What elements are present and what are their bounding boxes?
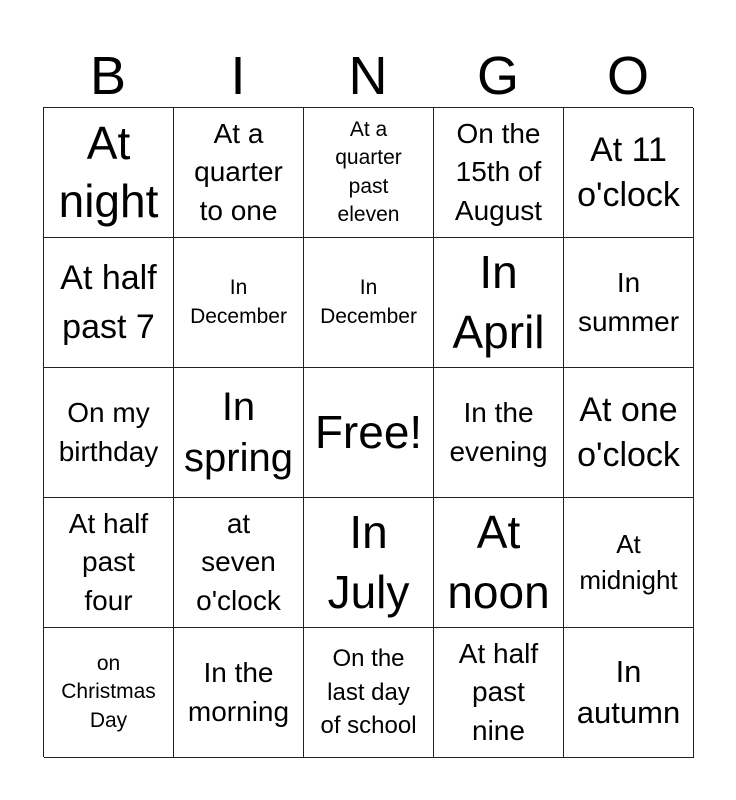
bingo-cell-label: at seven o'clock	[196, 508, 281, 616]
bingo-cell[interactable]	[434, 498, 564, 628]
bingo-cell-label: Free!	[314, 405, 423, 458]
bingo-cell-label: At midnight	[579, 528, 678, 595]
bingo-cell[interactable]	[174, 628, 304, 758]
bingo-cell[interactable]	[434, 108, 564, 238]
bingo-header	[43, 45, 693, 107]
bingo-cell-label: In spring	[184, 385, 293, 480]
bingo-cell[interactable]	[44, 368, 174, 498]
bingo-cell[interactable]	[434, 368, 564, 498]
bingo-cell[interactable]	[174, 498, 304, 628]
header-letter-b: B	[89, 46, 127, 106]
bingo-cell[interactable]	[44, 498, 174, 628]
bingo-cell-label: In the evening	[449, 396, 548, 467]
bingo-cell-label: on Christmas Day	[61, 651, 156, 732]
bingo-cell[interactable]	[564, 498, 694, 628]
bingo-cell-label: On my birthday	[58, 397, 159, 467]
bingo-cell[interactable]	[434, 628, 564, 758]
bingo-cell[interactable]	[174, 108, 304, 238]
bingo-cell-label: In December	[320, 276, 417, 328]
bingo-cell[interactable]	[564, 628, 694, 758]
bingo-cell-label: At night	[58, 117, 159, 227]
bingo-cell-label: At one o'clock	[577, 390, 680, 474]
bingo-cell[interactable]	[564, 368, 694, 498]
header-letter-o: O	[606, 46, 649, 106]
bingo-cell-label: At a quarter past eleven	[335, 117, 402, 226]
bingo-cell[interactable]	[44, 628, 174, 758]
bingo-cell-label: In summer	[577, 267, 680, 337]
bingo-cell[interactable]	[304, 238, 434, 368]
bingo-cell[interactable]	[44, 108, 174, 238]
bingo-cell-label: On the last day of school	[320, 645, 417, 740]
bingo-cell-label: At 11 o'clock	[577, 130, 680, 214]
header-letter-n: N	[348, 46, 388, 106]
bingo-cell[interactable]	[44, 238, 174, 368]
bingo-cell-label: At half past nine	[458, 638, 539, 746]
bingo-cell-label: At a quarter to one	[194, 118, 283, 226]
bingo-cell-label: In December	[190, 276, 287, 328]
bingo-cell-label: At noon	[447, 505, 550, 618]
bingo-cell[interactable]	[174, 368, 304, 498]
bingo-cell[interactable]	[174, 238, 304, 368]
header-letter-g: G	[476, 46, 519, 106]
bingo-cell[interactable]	[564, 108, 694, 238]
bingo-card-grid	[43, 107, 693, 757]
free-space-cell[interactable]	[304, 368, 434, 498]
bingo-cell-label: At half past 7	[60, 259, 157, 346]
header-letter-i: I	[230, 46, 246, 106]
bingo-cell-label: In July	[327, 505, 410, 618]
bingo-cell-label: In the morning	[187, 657, 290, 727]
bingo-cell-label: At half past four	[68, 508, 149, 616]
bingo-cell[interactable]	[304, 628, 434, 758]
bingo-cell[interactable]	[304, 108, 434, 238]
bingo-cell-label: On the 15th of August	[454, 118, 543, 226]
bingo-cell[interactable]	[564, 238, 694, 368]
bingo-cell-label: In autumn	[576, 654, 681, 730]
bingo-cell[interactable]	[304, 498, 434, 628]
bingo-cell[interactable]	[434, 238, 564, 368]
bingo-cell-label: In April	[452, 245, 545, 358]
